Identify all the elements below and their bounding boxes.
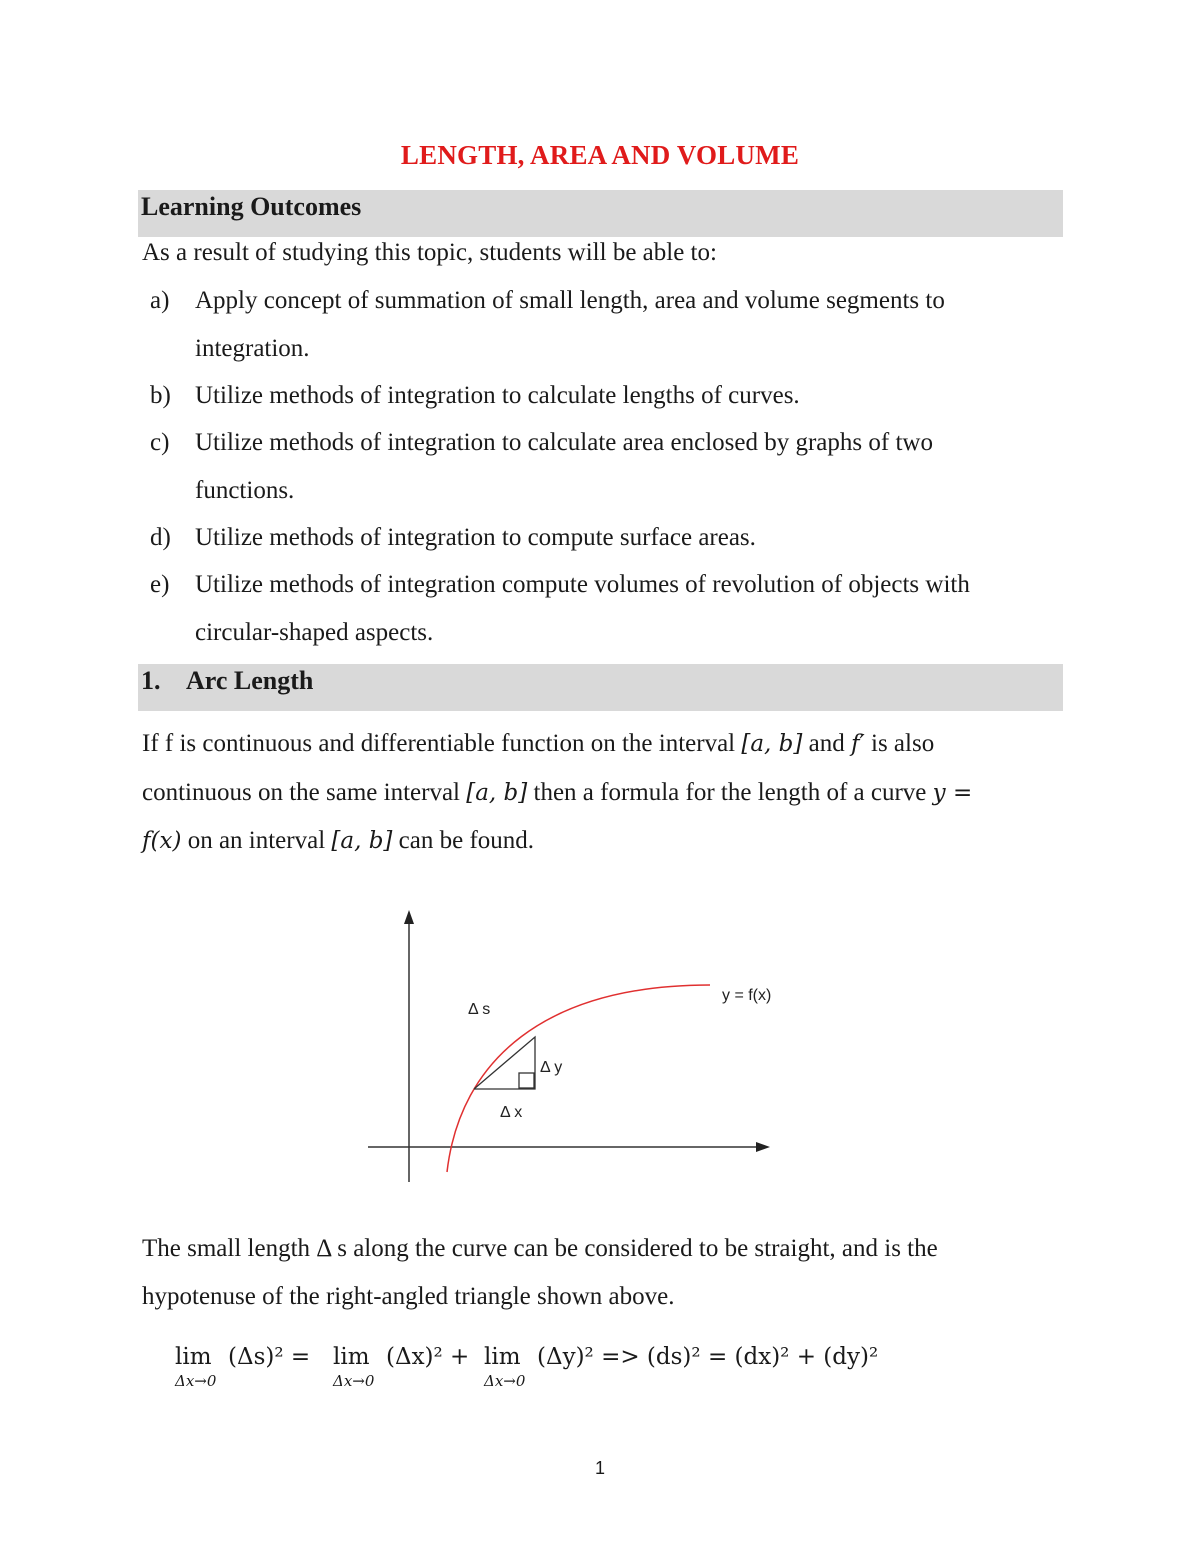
math-interval: [a, b] xyxy=(741,731,803,757)
math-fprime: f′ xyxy=(851,731,865,757)
text-run: on an interval xyxy=(181,827,332,854)
limit-3 xyxy=(484,1340,525,1388)
label-delta-x: Δ x xyxy=(500,1104,523,1121)
lim-subscript: Δx→0 xyxy=(175,1372,217,1390)
right-triangle xyxy=(474,1037,535,1089)
learning-intro: As a result of studying this topic, students will be able to: xyxy=(142,239,717,266)
term-dy-squared-result: (Δy)² => (ds)² = (dx)² + (dy)² xyxy=(537,1344,879,1370)
lim-word: lim xyxy=(484,1344,521,1370)
outcome-marker-e: e) xyxy=(150,571,170,598)
right-angle-marker xyxy=(519,1073,534,1088)
label-delta-s: Δ s xyxy=(468,1001,491,1018)
section-title: Arc Length xyxy=(186,666,314,695)
math-interval: [a, b] xyxy=(331,828,393,854)
limit-1 xyxy=(175,1340,216,1388)
outcome-marker-b: b) xyxy=(150,382,171,409)
lim-word: lim xyxy=(175,1344,212,1370)
limit-2 xyxy=(333,1340,374,1388)
term-ds-squared: (Δs)² = xyxy=(228,1344,311,1370)
text-run: and xyxy=(802,730,851,757)
math-yeq: y = xyxy=(932,780,973,806)
outcome-e-line1: Utilize methods of integration compute volumes of revolution of objects with xyxy=(195,571,970,598)
outcome-e-line2: circular-shaped aspects. xyxy=(195,619,434,646)
text-run: can be found. xyxy=(392,827,535,854)
outcome-marker-a: a) xyxy=(150,287,170,314)
outcome-marker-d: d) xyxy=(150,524,171,551)
page-number: 1 xyxy=(594,1458,605,1478)
x-axis-arrow-icon xyxy=(756,1142,770,1152)
y-axis-arrow-icon xyxy=(404,910,414,924)
document-title: LENGTH, AREA AND VOLUME xyxy=(400,140,800,170)
label-delta-y: Δ y xyxy=(540,1059,563,1076)
after-figure-line-1: The small length Δ s along the curve can be considered to be straight, and is the xyxy=(142,1235,938,1262)
lim-subscript: Δx→0 xyxy=(484,1372,526,1390)
outcome-a-line1: Apply concept of summation of small length, area and volume segments to xyxy=(195,287,945,314)
text-run: is also xyxy=(864,730,935,757)
lim-word: lim xyxy=(333,1344,370,1370)
after-figure-line-2: hypotenuse of the right-angled triangle shown above. xyxy=(142,1283,675,1310)
outcome-d-line1: Utilize methods of integration to compute surface areas. xyxy=(195,524,756,551)
outcome-c-line1: Utilize methods of integration to calculate area enclosed by graphs of two xyxy=(195,429,933,456)
lim-subscript: Δx→0 xyxy=(333,1372,375,1390)
section-number: 1. xyxy=(141,666,161,695)
learning-outcomes-heading-text: Learning Outcomes xyxy=(141,192,362,221)
label-curve: y = f(x) xyxy=(722,987,772,1004)
outcome-marker-c: c) xyxy=(150,429,170,456)
math-interval: [a, b] xyxy=(466,780,528,806)
text-run: If f is continuous and differentiable function on the interval xyxy=(142,730,742,757)
outcome-a-line2: integration. xyxy=(195,335,310,362)
math-fx: f(x) xyxy=(142,828,182,854)
term-dx-squared: (Δx)² + xyxy=(386,1344,470,1370)
text-run: then a formula for the length of a curve xyxy=(527,779,933,806)
outcome-b-line1: Utilize methods of integration to calculate lengths of curves. xyxy=(195,382,800,409)
text-run: continuous on the same interval xyxy=(142,779,467,806)
outcome-c-line2: functions. xyxy=(195,477,295,504)
